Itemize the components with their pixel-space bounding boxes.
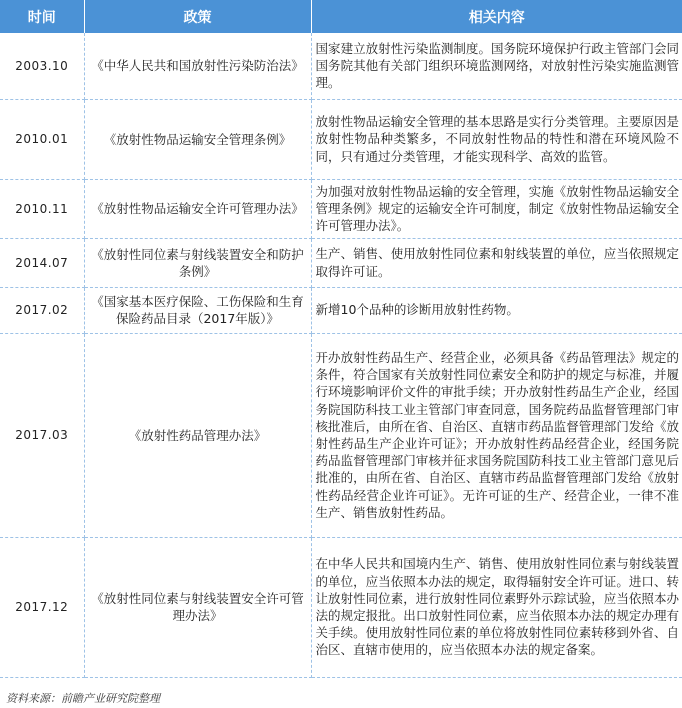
row-policy: 《放射性同位素与射线装置安全许可管理办法》 <box>84 537 311 677</box>
header-policy: 政策 <box>84 0 311 33</box>
row-content: 开办放射性药品生产、经营企业，必须具备《药品管理法》规定的条件，符合国家有关放射性同位素安全和防护的规定与标准，并履行环境影响评价文件的审批手续；开办放射性药品生产企业，经国务院国防科技工业主管部门审查同意，国务院药品监督管理部门审核批准后，由所在省、自治区、直辖市药品监督管理部门发给《放射性药品生产企业许可证》；开办放射性药品经营企业，经国务院药品监督管理部门审核并征求国务院国防科技工业主管部门意见后批准的，由所在省、自治区、直辖市药品监督管理部门发给《放射性药品经营企业许可证》。无许可证的生产、经营企业，一律不准生产、销售放射性药品。 <box>311 333 682 537</box>
row-policy: 《放射性同位素与射线装置安全和防护条例》 <box>84 238 311 287</box>
table-row <box>0 287 682 333</box>
row-content: 国家建立放射性污染监测制度。国务院环境保护行政主管部门会同国务院其他有关部门组织环境监测网络，对放射性污染实施监测管理。 <box>311 33 682 99</box>
row-time: 2010.11 <box>0 179 84 238</box>
row-time: 2014.07 <box>0 238 84 287</box>
row-policy: 《放射性药品管理办法》 <box>84 333 311 537</box>
header-time: 时间 <box>0 0 84 33</box>
row-policy: 《国家基本医疗保险、工伤保险和生育保险药品目录（2017年版）》 <box>84 287 311 333</box>
table-header-row <box>0 0 682 33</box>
table-row <box>0 33 682 99</box>
row-policy: 《放射性物品运输安全许可管理办法》 <box>84 179 311 238</box>
row-time: 2017.02 <box>0 287 84 333</box>
table-row <box>0 333 682 537</box>
row-policy: 《中华人民共和国放射性污染防治法》 <box>84 33 311 99</box>
source-note: 资料来源：前瞻产业研究院整理 <box>6 692 160 705</box>
row-content: 放射性物品运输安全管理的基本思路是实行分类管理。主要原因是放射性物品种类繁多，不同放射性物品的特性和潜在环境风险不同，只有通过分类管理，才能实现科学、高效的监管。 <box>311 99 682 179</box>
table-row <box>0 99 682 179</box>
row-time: 2017.12 <box>0 537 84 677</box>
table-row <box>0 238 682 287</box>
row-time: 2017.03 <box>0 333 84 537</box>
row-policy: 《放射性物品运输安全管理条例》 <box>84 99 311 179</box>
row-time: 2003.10 <box>0 33 84 99</box>
table-row <box>0 537 682 677</box>
row-time: 2010.01 <box>0 99 84 179</box>
row-content: 在中华人民共和国境内生产、销售、使用放射性同位素与射线装置的单位，应当依照本办法的规定，取得辐射安全许可证。进口、转让放射性同位素，进行放射性同位素野外示踪试验，应当依照本办法的规定报批。出口放射性同位素，应当依照本办法的规定办理有关手续。使用放射性同位素的单位将放射性同位素转移到外省、自治区、直辖市使用的，应当依照本办法的规定备案。 <box>311 537 682 677</box>
header-content: 相关内容 <box>311 0 682 33</box>
table-row <box>0 179 682 238</box>
row-content: 为加强对放射性物品运输的安全管理，实施《放射性物品运输安全管理条例》规定的运输安全许可制度，制定《放射性物品运输安全许可管理办法》。 <box>311 179 682 238</box>
row-content: 生产、销售、使用放射性同位素和射线装置的单位，应当依照规定取得许可证。 <box>311 238 682 287</box>
row-content: 新增10个品种的诊断用放射性药物。 <box>311 287 682 333</box>
